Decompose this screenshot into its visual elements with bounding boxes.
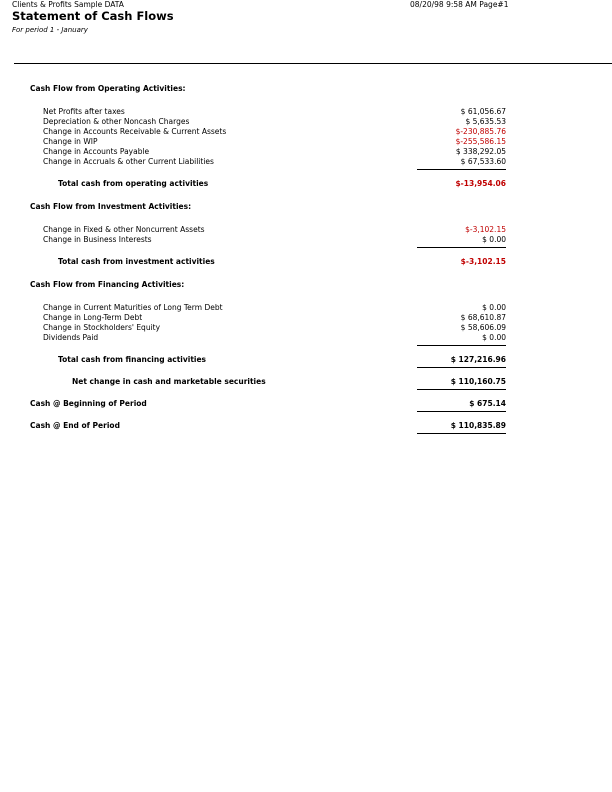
financing-item-label: Dividends Paid (43, 333, 99, 342)
total-rule (417, 433, 506, 434)
operating-item-amount: $-230,885.76 (455, 127, 506, 136)
financing-item-label: Change in Long-Term Debt (43, 313, 143, 322)
financing-heading: Cash Flow from Financing Activities: (30, 280, 185, 289)
begin-cash-label: Cash @ Beginning of Period (30, 399, 147, 408)
investment-item-label: Change in Business Interests (43, 235, 152, 244)
investment-heading: Cash Flow from Investment Activities: (30, 202, 192, 211)
investment-total-amount: $-3,102.15 (460, 257, 506, 266)
end-cash-label: Cash @ End of Period (30, 421, 120, 430)
financing-item-amount: $ 68,610.87 (460, 313, 506, 322)
subtotal-rule (417, 367, 506, 368)
net-change-amount: $ 110,160.75 (450, 377, 506, 386)
operating-item-amount: $ 338,292.05 (455, 147, 506, 156)
financing-item-amount: $ 58,606.09 (460, 323, 506, 332)
financing-total-label: Total cash from financing activities (58, 355, 207, 364)
operating-item-label: Change in Accruals & other Current Liabilities (43, 157, 214, 166)
operating-item-label: Net Profits after taxes (43, 107, 125, 116)
operating-item-label: Change in WIP (43, 137, 98, 146)
operating-item-label: Change in Accounts Receivable & Current Assets (43, 127, 227, 136)
financing-item-amount: $ 0.00 (482, 303, 506, 312)
subtotal-rule (417, 345, 506, 346)
net-change-label: Net change in cash and marketable securities (72, 377, 266, 386)
investment-item-amount: $-3,102.15 (465, 225, 506, 234)
operating-item-amount: $ 67,533.60 (460, 157, 506, 166)
company-name: Clients & Profits Sample DATA (12, 0, 124, 9)
investment-item-amount: $ 0.00 (482, 235, 506, 244)
end-cash-amount: $ 110,835.89 (450, 421, 506, 430)
operating-total-amount: $-13,954.06 (455, 179, 506, 188)
subtotal-rule (417, 411, 506, 412)
report-datetime: 08/20/98 9:58 AM Page#1 (410, 0, 509, 9)
investment-total-label: Total cash from investment activities (58, 257, 215, 266)
subtotal-rule (417, 247, 506, 248)
subtotal-rule (417, 169, 506, 170)
operating-item-label: Depreciation & other Noncash Charges (43, 117, 190, 126)
financing-item-amount: $ 0.00 (482, 333, 506, 342)
header-divider (14, 63, 612, 64)
operating-total-label: Total cash from operating activities (58, 179, 209, 188)
financing-total-amount: $ 127,216.96 (450, 355, 506, 364)
investment-item-label: Change in Fixed & other Noncurrent Assets (43, 225, 205, 234)
operating-item-amount: $ 5,635.53 (465, 117, 506, 126)
operating-item-amount: $-255,586.15 (455, 137, 506, 146)
financing-item-label: Change in Current Maturities of Long Term Debt (43, 303, 223, 312)
report-period: For period 1 - January (12, 26, 88, 34)
begin-cash-amount: $ 675.14 (469, 399, 506, 408)
operating-item-amount: $ 61,056.67 (460, 107, 506, 116)
financing-item-label: Change in Stockholders' Equity (43, 323, 161, 332)
report-title: Statement of Cash Flows (12, 9, 174, 23)
operating-heading: Cash Flow from Operating Activities: (30, 84, 186, 93)
operating-item-label: Change in Accounts Payable (43, 147, 150, 156)
subtotal-rule (417, 389, 506, 390)
